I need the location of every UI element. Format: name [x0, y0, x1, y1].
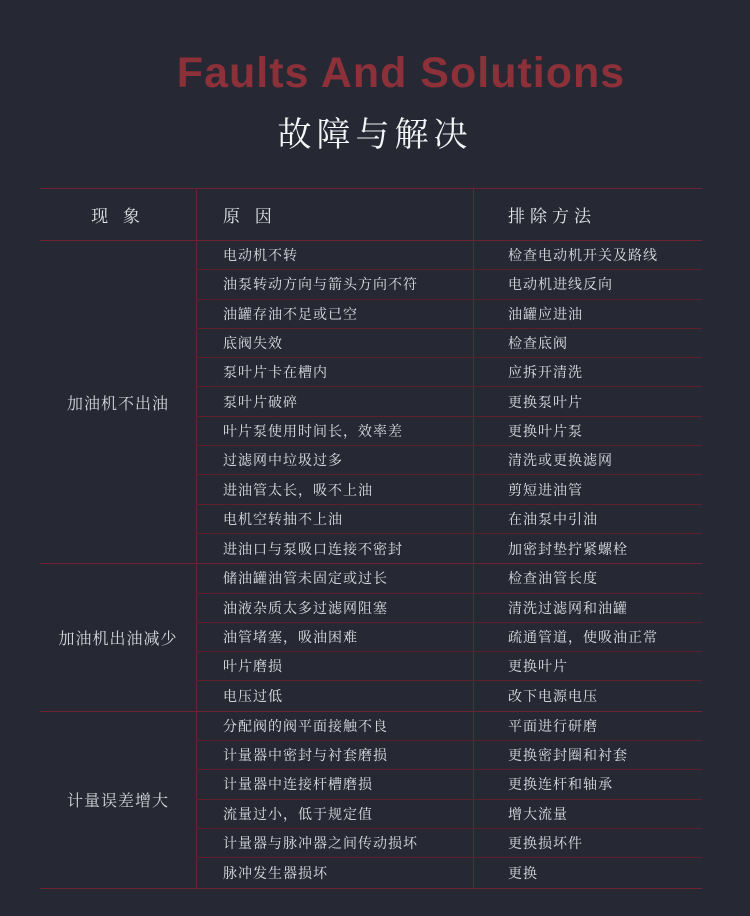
solution-cell: 电动机进线反向 — [473, 270, 702, 298]
cause-cell: 计量器与脉冲器之间传动损坏 — [196, 829, 473, 857]
table-group — [40, 712, 702, 889]
phenomenon-cell: 计量误差增大 — [66, 793, 169, 811]
cause-cell: 分配阀的阀平面接触不良 — [196, 712, 473, 740]
solution-cell: 应拆开清洗 — [473, 358, 702, 386]
header-cause: 原 因 — [196, 189, 473, 240]
cause-cell: 储油罐油管未固定或过长 — [196, 564, 473, 592]
solution-cell: 剪短进油管 — [473, 475, 702, 503]
table-row — [196, 417, 702, 446]
table-row — [196, 564, 702, 593]
table-row — [196, 534, 702, 563]
table-header-row — [40, 189, 702, 241]
solution-cell: 清洗或更换滤网 — [473, 446, 702, 474]
cause-cell: 泵叶片破碎 — [196, 387, 473, 415]
solution-cell: 更换叶片泵 — [473, 417, 702, 445]
table-row — [196, 623, 702, 652]
page-title-chinese: 故障与解决 — [277, 116, 473, 154]
table-row — [196, 681, 702, 710]
solution-cell: 平面进行研磨 — [473, 712, 702, 740]
table-group — [40, 241, 702, 564]
cause-cell: 油液杂质太多过滤网阻塞 — [196, 594, 473, 622]
cause-cell: 泵叶片卡在槽内 — [196, 358, 473, 386]
table-row — [196, 329, 702, 358]
cause-cell: 电压过低 — [196, 681, 473, 710]
table-row — [196, 387, 702, 416]
solution-cell: 检查油管长度 — [473, 564, 702, 592]
cause-cell: 流量过小，低于规定值 — [196, 800, 473, 828]
table-row — [196, 800, 702, 829]
solution-cell: 在油泵中引油 — [473, 505, 702, 533]
cause-cell: 计量器中连接杆槽磨损 — [196, 770, 473, 798]
group-rows — [196, 712, 702, 888]
table-row — [196, 300, 702, 329]
solution-cell: 更换损坏件 — [473, 829, 702, 857]
solution-cell: 检查底阀 — [473, 329, 702, 357]
solution-cell: 检查电动机开关及路线 — [473, 241, 702, 269]
cause-cell: 叶片磨损 — [196, 652, 473, 680]
solution-cell: 更换连杆和轴承 — [473, 770, 702, 798]
solution-cell: 油罐应进油 — [473, 300, 702, 328]
table-body — [40, 241, 702, 889]
cause-cell: 电动机不转 — [196, 241, 473, 269]
table-row — [196, 270, 702, 299]
solution-cell: 更换 — [473, 858, 702, 887]
cause-cell: 脉冲发生器损坏 — [196, 858, 473, 887]
cause-cell: 电机空转抽不上油 — [196, 505, 473, 533]
cause-cell: 过滤网中垃圾过多 — [196, 446, 473, 474]
table-row — [196, 358, 702, 387]
cause-cell: 进油口与泵吸口连接不密封 — [196, 534, 473, 563]
cause-cell: 计量器中密封与衬套磨损 — [196, 741, 473, 769]
table-row — [196, 741, 702, 770]
cause-cell: 进油管太长，吸不上油 — [196, 475, 473, 503]
table-row — [196, 475, 702, 504]
header-solution: 排除方法 — [473, 189, 702, 240]
cause-cell: 油罐存油不足或已空 — [196, 300, 473, 328]
table-row — [196, 505, 702, 534]
table-row — [196, 858, 702, 887]
solution-cell: 更换密封圈和衬套 — [473, 741, 702, 769]
phenomenon-cell: 加油机不出油 — [66, 395, 169, 413]
page-title-english: Faults And Solutions — [176, 49, 626, 97]
table-row — [196, 829, 702, 858]
cause-cell: 叶片泵使用时间长，效率差 — [196, 417, 473, 445]
table-row — [196, 712, 702, 741]
header-phenomenon: 现 象 — [91, 207, 145, 226]
group-rows — [196, 564, 702, 710]
table-row — [196, 446, 702, 475]
solution-cell: 更换泵叶片 — [473, 387, 702, 415]
solution-cell: 改下电源电压 — [473, 681, 702, 710]
table-row — [196, 652, 702, 681]
table-row — [196, 241, 702, 270]
solution-cell: 更换叶片 — [473, 652, 702, 680]
faults-table — [40, 188, 702, 889]
solution-cell: 清洗过滤网和油罐 — [473, 594, 702, 622]
phenomenon-cell: 加油机出油减少 — [58, 631, 178, 648]
cause-cell: 底阀失效 — [196, 329, 473, 357]
table-row — [196, 594, 702, 623]
cause-cell: 油管堵塞，吸油困难 — [196, 623, 473, 651]
table-group — [40, 564, 702, 711]
solution-cell: 疏通管道，使吸油正常 — [473, 623, 702, 651]
solution-cell: 加密封垫拧紧螺栓 — [473, 534, 702, 563]
solution-cell: 增大流量 — [473, 800, 702, 828]
table-row — [196, 770, 702, 799]
group-rows — [196, 241, 702, 563]
cause-cell: 油泵转动方向与箭头方向不符 — [196, 270, 473, 298]
